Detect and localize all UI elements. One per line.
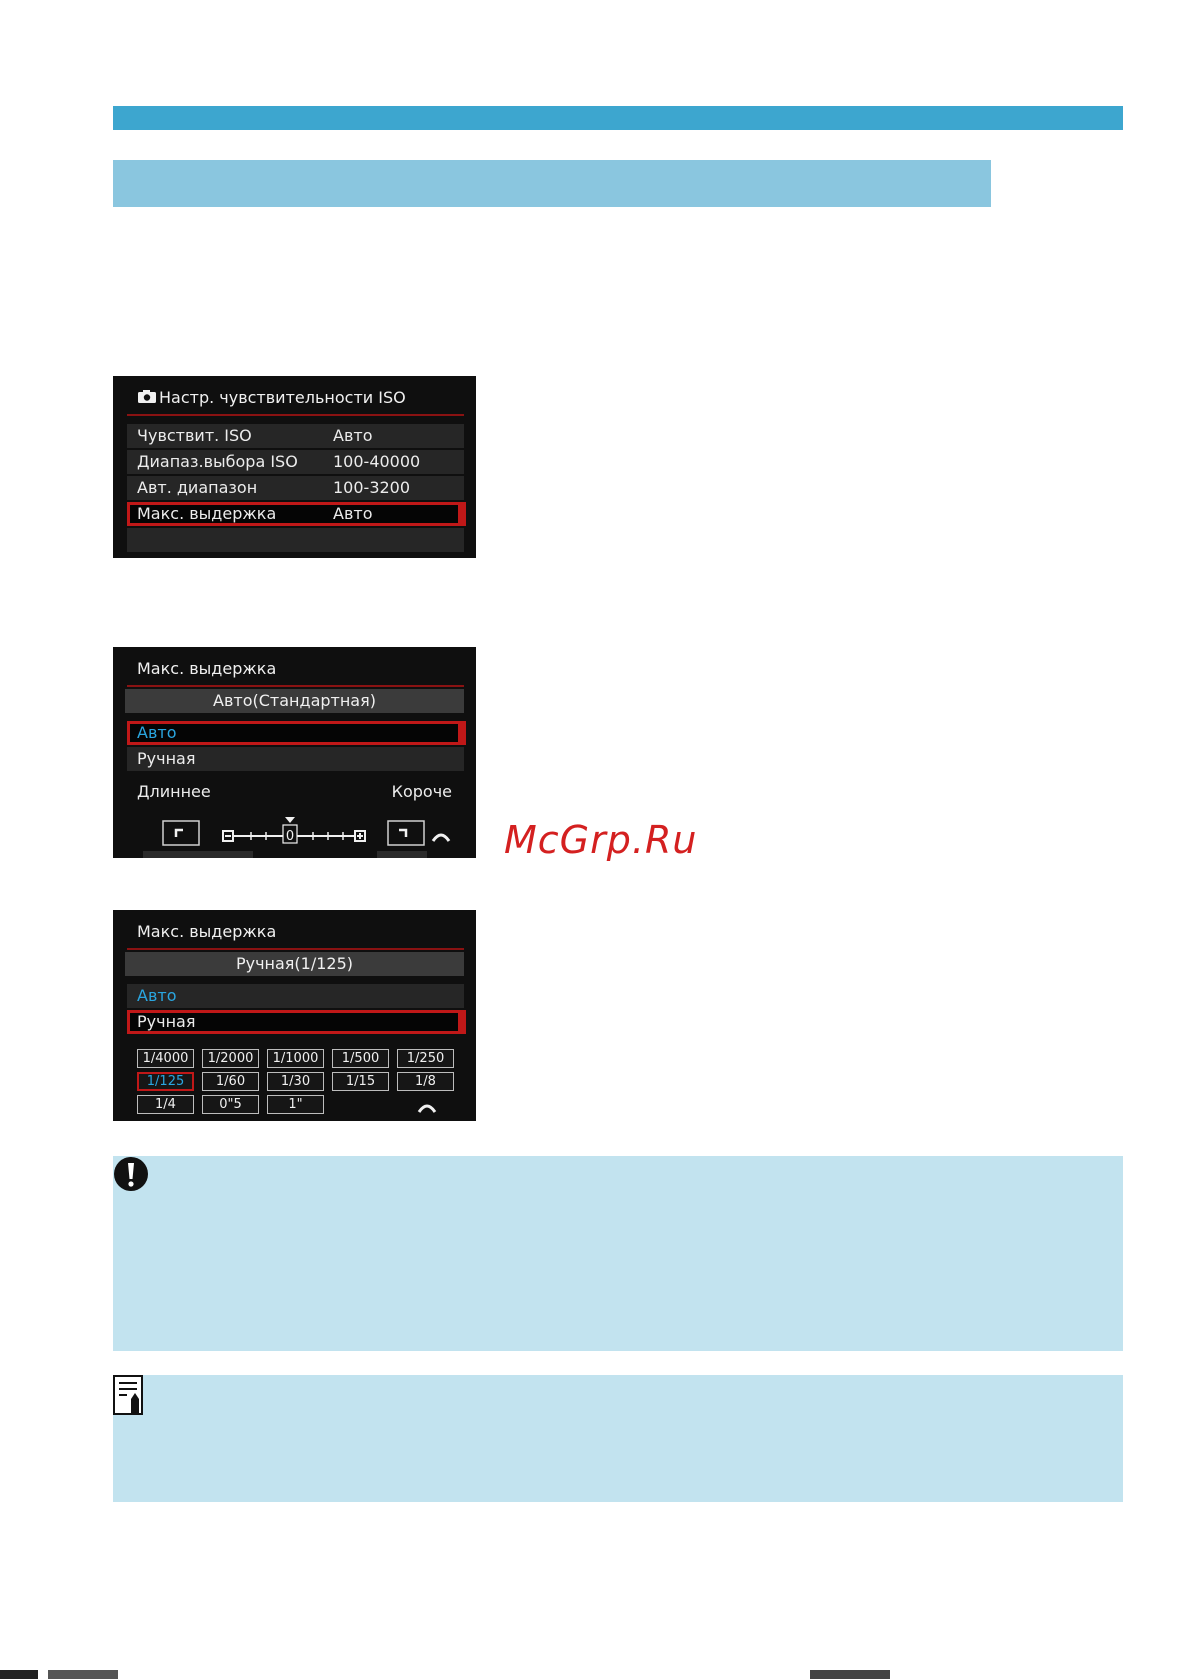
shutter-option[interactable]: 1/1000: [267, 1049, 324, 1068]
menu-row-value: 100-40000: [333, 452, 421, 471]
camera-screen-iso-settings: [113, 376, 476, 558]
menu-row-value: Авто: [333, 504, 373, 523]
title-divider: [127, 948, 464, 950]
menu-row-label: Диапаз.выбора ISO: [137, 452, 298, 471]
return-icon[interactable]: [413, 1096, 441, 1114]
option-manual[interactable]: [127, 1010, 464, 1034]
dial-left-icon: [163, 821, 199, 845]
shutter-option[interactable]: 1/8: [397, 1072, 454, 1091]
shutter-option[interactable]: 1/500: [332, 1049, 389, 1068]
screen-title: Макс. выдержка: [137, 659, 277, 678]
shutter-option[interactable]: 0"5: [202, 1095, 259, 1114]
screen-title: [137, 388, 406, 407]
shutter-option[interactable]: 1/60: [202, 1072, 259, 1091]
camera-screen-max-shutter-auto: [113, 647, 476, 858]
return-icon[interactable]: [433, 835, 449, 841]
shutter-option[interactable]: 1/250: [397, 1049, 454, 1068]
shutter-option-selected[interactable]: 1/125: [137, 1072, 194, 1091]
menu-row-label: Авт. диапазон: [137, 478, 258, 497]
slider-right-label: Короче: [391, 782, 452, 801]
current-setting-status: Ручная(1/125): [125, 952, 464, 976]
menu-row-empty: [127, 528, 464, 552]
bottom-tab: [143, 851, 253, 858]
screen-title-text: Настр. чувствительности ISO: [159, 388, 406, 407]
watermark-text: McGrp.Ru: [504, 818, 698, 862]
subsection-header-bar: [113, 160, 991, 207]
footer-mark: [0, 1670, 38, 1679]
title-divider: [127, 414, 464, 416]
menu-row-value: 100-3200: [333, 478, 411, 497]
section-header-bar: [113, 106, 1123, 130]
option-auto[interactable]: [127, 721, 464, 745]
shutter-option[interactable]: 1/15: [332, 1072, 389, 1091]
shutter-option[interactable]: 1/30: [267, 1072, 324, 1091]
memo-icon: [113, 1375, 149, 1417]
screen-title: Макс. выдержка: [137, 922, 277, 941]
current-setting-status: Авто(Стандартная): [125, 689, 464, 713]
menu-row-max-shutter[interactable]: [127, 502, 464, 526]
title-divider: [127, 685, 464, 687]
slider-value: 0: [285, 829, 295, 844]
menu-row-auto-range[interactable]: [127, 476, 464, 500]
camera-screen-max-shutter-manual: [113, 910, 476, 1121]
shutter-bias-slider[interactable]: [113, 817, 476, 847]
caution-icon: [113, 1156, 149, 1192]
memo-box: [113, 1375, 1123, 1502]
dial-left-glyph: [176, 830, 183, 837]
bottom-tab: [377, 851, 427, 858]
footer-mark: [810, 1670, 890, 1679]
menu-row-value: Авто: [333, 426, 373, 445]
camera-icon: [137, 389, 157, 404]
shutter-option[interactable]: 1/4: [137, 1095, 194, 1114]
menu-row-iso[interactable]: [127, 424, 464, 448]
dial-right-glyph: [399, 830, 406, 837]
menu-row-iso-range[interactable]: [127, 450, 464, 474]
caution-box: [113, 1156, 1123, 1351]
shutter-option[interactable]: 1/4000: [137, 1049, 194, 1068]
shutter-option[interactable]: 1": [267, 1095, 324, 1114]
menu-row-label: Чувствит. ISO: [137, 426, 252, 445]
option-label: Ручная: [137, 749, 196, 768]
footer-mark: [48, 1670, 118, 1679]
option-label: Авто: [137, 986, 177, 1005]
slider-left-label: Длиннее: [137, 782, 211, 801]
option-label: Ручная: [137, 1012, 196, 1031]
option-auto[interactable]: [127, 984, 464, 1008]
option-label: Авто: [137, 723, 177, 742]
shutter-option[interactable]: 1/2000: [202, 1049, 259, 1068]
menu-row-label: Макс. выдержка: [137, 504, 277, 523]
option-manual[interactable]: [127, 747, 464, 771]
slider-pointer-icon: [285, 817, 295, 823]
